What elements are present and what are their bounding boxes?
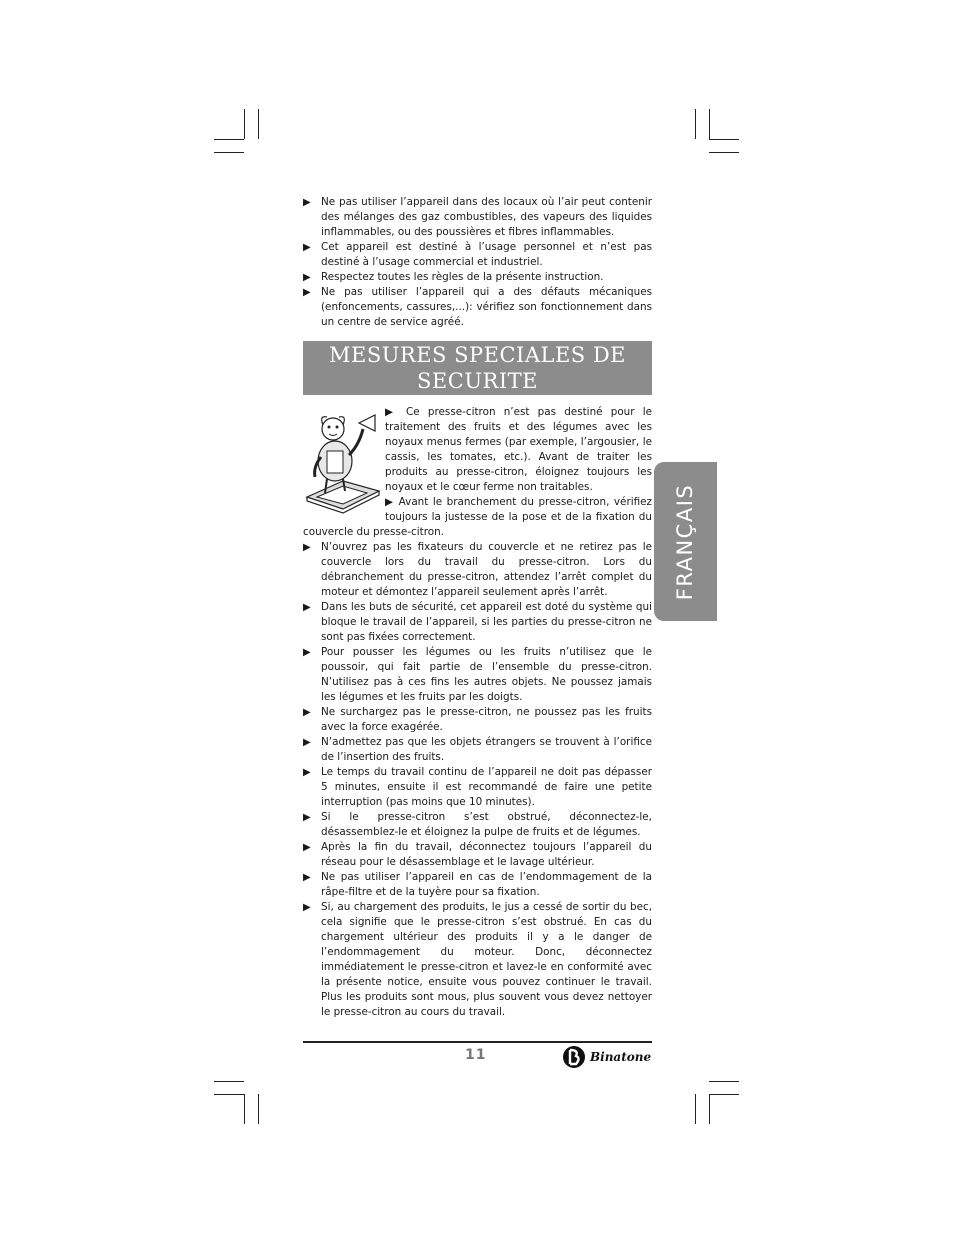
cartoon-cook-with-juicer-icon xyxy=(303,405,383,515)
bullet-arrow-icon: ▶ xyxy=(303,287,311,298)
bullet-arrow-icon: ▶ xyxy=(303,872,311,883)
crop-mark xyxy=(709,109,710,139)
intro-paragraph: ▶ Avant le branchement du presse-citron, vérifiez toujours la justesse de la pose et de la fixation du couvercle du presse-citron. xyxy=(303,496,652,538)
list-item: ▶ Si, au chargement des produits, le jus a cessé de sortir du bec, cela signifie que le presse-citron s’est obstrué. En cas du chargement ultérieur des produits il y a le danger de l’endommagement du moteur. Donc, déconnectez immédiatement le presse-citron et lavez-le en conformité avec la présente notice, ensuite vous pouvez continuer le travail. Plus les produits sont mous, plus souvent vous devez nettoyer le presse-citron au cours du travail. xyxy=(303,901,652,1018)
crop-mark xyxy=(709,1081,739,1082)
crop-mark xyxy=(709,1094,739,1095)
crop-mark xyxy=(214,139,244,140)
intro-paragraph: ▶ Ce presse-citron n’est pas destiné pour le traitement des fruits et des légumes avec les noyaux menus fermes (par exemple, l’argousier, le cassis, les tomates, etc.). Avant de traiter les produits au presse-citron, éloignez toujours les noyaux et le cœur ferme non traitables. xyxy=(385,406,652,493)
bullet-arrow-icon: ▶ xyxy=(303,542,311,553)
bullet-arrow-icon: ▶ xyxy=(303,602,311,613)
bullet-arrow-icon: ▶ xyxy=(303,767,311,778)
brand-logo: Binatone xyxy=(562,1045,651,1069)
top-bullet-list xyxy=(303,195,652,330)
bullet-arrow-icon: ▶ xyxy=(303,842,311,853)
bottom-bullet-list xyxy=(303,540,652,1020)
bullet-arrow-icon: ▶ xyxy=(303,902,311,913)
bullet-arrow-icon: ▶ xyxy=(303,242,311,253)
page-number: 11 xyxy=(465,1047,487,1063)
binatone-logo-icon xyxy=(562,1045,588,1069)
crop-mark xyxy=(214,1094,244,1095)
crop-mark xyxy=(214,1081,244,1082)
bullet-arrow-icon: ▶ xyxy=(303,812,311,823)
crop-mark xyxy=(244,1094,245,1124)
crop-mark xyxy=(258,109,259,139)
footer-divider xyxy=(303,1041,652,1043)
crop-mark xyxy=(695,109,696,139)
page-content xyxy=(303,195,652,1020)
crop-mark xyxy=(709,139,739,140)
bullet-arrow-icon: ▶ xyxy=(303,272,311,283)
bullet-arrow-icon: ▶ xyxy=(303,647,311,658)
list-item: ▶ Après la fin du travail, déconnectez toujours l’appareil du réseau pour le désassemblage et le lavage ultérieur. xyxy=(303,841,652,868)
crop-mark xyxy=(709,152,739,153)
list-item: ▶ Si le presse-citron s’est obstrué, déconnectez-le, désassemblez-le et éloignez la pulpe de fruits et de légumes. xyxy=(303,811,652,838)
list-item: ▶ Ne pas utiliser l’appareil en cas de l’endommagement de la râpe-filtre et de la tuyère pour sa fixation. xyxy=(303,871,652,898)
list-item: ▶ N’admettez pas que les objets étrangers se trouvent à l’orifice de l’insertion des fruits. xyxy=(303,736,652,763)
list-item: ▶ Dans les buts de sécurité, cet appareil est doté du système qui bloque le travail de l’appareil, si les parties du presse-citron ne sont pas fixées correctement. xyxy=(303,601,652,643)
list-item: ▶ Ne pas utiliser l’appareil dans des locaux où l’air peut contenir des mélanges des gaz combustibles, des vapeurs des liquides inflammables, ou des poussières et fibres inflammables. xyxy=(303,196,652,238)
language-tab: FRANÇAIS xyxy=(654,462,717,621)
list-item: ▶ Cet appareil est destiné à l’usage personnel et n’est pas destiné à l’usage commercial et industriel. xyxy=(303,241,652,268)
section-title: MESURES SPECIALES DE SECURITE xyxy=(303,341,652,395)
list-item: ▶ Pour pousser les légumes ou les fruits n’utilisez que le poussoir, qui fait partie de l’ensemble du presse-citron. N’utilisez pas à ces fins les autres objets. Ne poussez jamais les légumes et les fruits par les doigts. xyxy=(303,646,652,703)
crop-mark xyxy=(244,109,245,139)
crop-mark xyxy=(214,152,244,153)
list-item: ▶ Ne surchargez pas le presse-citron, ne poussez pas les fruits avec la force exagérée. xyxy=(303,706,652,733)
bullet-arrow-icon: ▶ xyxy=(303,197,311,208)
intro-block xyxy=(303,405,652,540)
bullet-arrow-icon: ▶ xyxy=(303,707,311,718)
list-item: ▶ Ne pas utiliser l’appareil qui a des défauts mécaniques (enfoncements, cassures,...): vérifiez son fonctionnement dans un centre de service agréé. xyxy=(303,286,652,328)
list-item: ▶ Le temps du travail continu de l’appareil ne doit pas dépasser 5 minutes, ensuite il est recommandé de faire une petite interruption (pas moins que 10 minutes). xyxy=(303,766,652,808)
crop-mark xyxy=(709,1094,710,1124)
bullet-arrow-icon: ▶ xyxy=(303,737,311,748)
list-item: ▶ N’ouvrez pas les fixateurs du couvercle et ne retirez pas le couvercle lors du travail du presse-citron. Lors du débranchement du presse-citron, attendez l’arrêt complet du moteur et démontez l’appareil seulement après l’arrêt. xyxy=(303,541,652,598)
crop-mark xyxy=(258,1094,259,1124)
list-item: ▶ Respectez toutes les règles de la présente instruction. xyxy=(303,271,604,283)
crop-mark xyxy=(695,1094,696,1124)
